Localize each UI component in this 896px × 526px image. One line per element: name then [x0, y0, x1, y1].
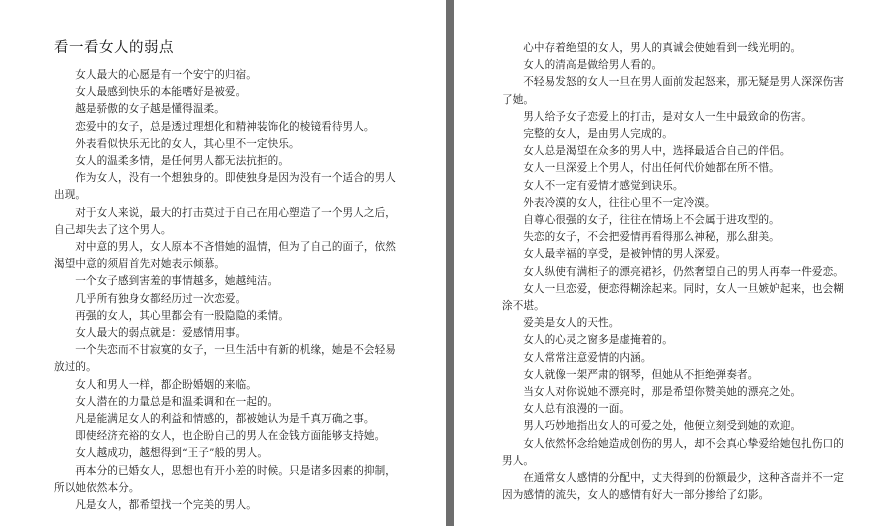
paragraph: 对中意的男人，女人原本不吝惜她的温情，但为了自己的面子，依然渴望中意的须眉首先对她表示倾慕。 [54, 241, 396, 271]
paragraph: 女人最幸福的享受，是被钟情的男人深爱。 [523, 248, 727, 261]
paragraph: 女人和男人一样，都企盼婚姻的来临。 [75, 378, 257, 391]
paragraph: 凡是女人，都希望找一个完美的男人。 [75, 499, 257, 512]
paragraph: 一个女子感到害羞的事情越多，她越纯洁。 [75, 275, 279, 288]
paragraph: 女人不一定有爱情才感觉到诀乐。 [523, 179, 684, 192]
paragraph: 女人最大的弱点就是：爱感情用事。 [75, 327, 247, 340]
paragraph: 几乎所有独身女都经历过一次恋爱。 [75, 292, 247, 305]
paragraph: 心中存着绝望的女人，男人的真诚会使她看到一线光明的。 [523, 42, 802, 54]
document-page-left [0, 0, 446, 526]
paragraph: 外表看似快乐无比的女人，其心里不一定快乐。 [75, 137, 300, 150]
paragraph: 当女人对你说她不漂亮时，那是希望你赞美她的漂亮之处。 [523, 386, 802, 399]
paragraph: 女人最感到快乐的本能嗜好是被爱。 [75, 86, 247, 99]
paragraph: 再强的女人，其心里都会有一股隐隐的柔情。 [75, 309, 290, 322]
document-page-right [454, 0, 896, 526]
paragraph: 完整的女人，是由男人完成的。 [523, 128, 673, 141]
page-title: 看一看女人的弱点 [54, 40, 174, 56]
paragraph: 女人依然怀念给她造成创伤的男人，却不会真心挚爱给她包扎伤口的男人。 [502, 437, 844, 467]
paragraph: 女人的温柔多情，是任何男人都无法抗拒的。 [75, 155, 290, 168]
paragraph: 女人潜在的力量总是和温柔调和在一起的。 [75, 395, 279, 408]
paragraph: 女人的心灵之窗多是虚掩着的。 [523, 334, 673, 347]
paragraph: 外表冷漠的女人，往往心里不一定冷漠。 [523, 196, 716, 209]
paragraph: 男人给予女子恋爱上的打击，是对女人一生中最致命的伤害。 [523, 110, 812, 123]
paragraph: 女人最大的心愿是有一个安宁的归宿。 [75, 69, 257, 81]
paragraph: 不轻易发怒的女人一旦在男人面前发起怒来，那无疑是男人深深伤害了她。 [502, 76, 844, 106]
paragraph: 女人越成功，越想得到“王子”般的男人。 [75, 447, 269, 460]
paragraph: 失恋的女子，不会把爱情再看得那么神秘，那么甜美。 [523, 231, 780, 244]
left-page-body [54, 67, 398, 514]
paragraph: 对于女人来说，最大的打击莫过于自己在用心塑造了一个男人之后，自己却失去了这个男人。 [54, 206, 396, 236]
paragraph: 在通常女人感情的分配中，丈夫得到的份额最少，这种吝啬并不一定因为感情的流失，女人的感情有好大一部分掺给了幻影。 [502, 472, 844, 502]
paragraph: 作为女人，没有一个想独身的。即使独身是因为没有一个适合的男人出现。 [54, 172, 396, 202]
paragraph: 女人常常注意爱情的内涵。 [523, 351, 652, 364]
right-page-body [502, 40, 846, 504]
paragraph: 即使经济充裕的女人，也企盼自己的男人在金钱方面能够支持她。 [75, 430, 386, 443]
paragraph: 再本分的已婚女人，思想也有开小差的时候。只是诸多因素的抑制，所以她依然本分。 [54, 464, 396, 494]
paragraph: 女人的清高是做给男人看的。 [523, 59, 663, 72]
paragraph: 爱美是女人的天性。 [523, 317, 620, 330]
paragraph: 女人总是渴望在众多的男人中，选择最适合自己的伴侣。 [523, 145, 791, 158]
paragraph: 女人就像一架严肃的钢琴，但她从不拒绝弹奏者。 [523, 368, 759, 381]
paragraph: 女人总有浪漫的一面。 [523, 403, 631, 416]
paragraph: 凡是能满足女人的利益和情感的，都被她认为是千真万确之事。 [75, 413, 375, 426]
paragraph: 越是骄傲的女子越是懂得温柔。 [75, 103, 225, 116]
paragraph: 女人一旦恋爱，便恋得糊涂起来。同时，女人一旦嫉妒起来，也会糊涂不堪。 [502, 282, 844, 313]
paragraph: 一个失恋而不甘寂寞的女子，一旦生活中有新的机缘，她是不会轻易放过的。 [54, 344, 396, 374]
paragraph: 自尊心很强的女子，往往在情场上不会属于进攻型的。 [523, 214, 780, 227]
paragraph: 恋爱中的女子，总是透过理想化和精神装饰化的棱镜看待男人。 [75, 120, 375, 133]
paragraph: 男人巧妙地指出女人的可爱之处，他便立刻受到她的欢迎。 [523, 420, 802, 433]
paragraph: 女人一旦深爱上个男人，付出任何代价她都在所不惜。 [523, 162, 780, 175]
page-gutter [446, 0, 454, 526]
paragraph: 女人纵使有满柜子的漂亮裙衫，仍然奢望自己的男人再奉一件爱恋。 [523, 265, 844, 278]
